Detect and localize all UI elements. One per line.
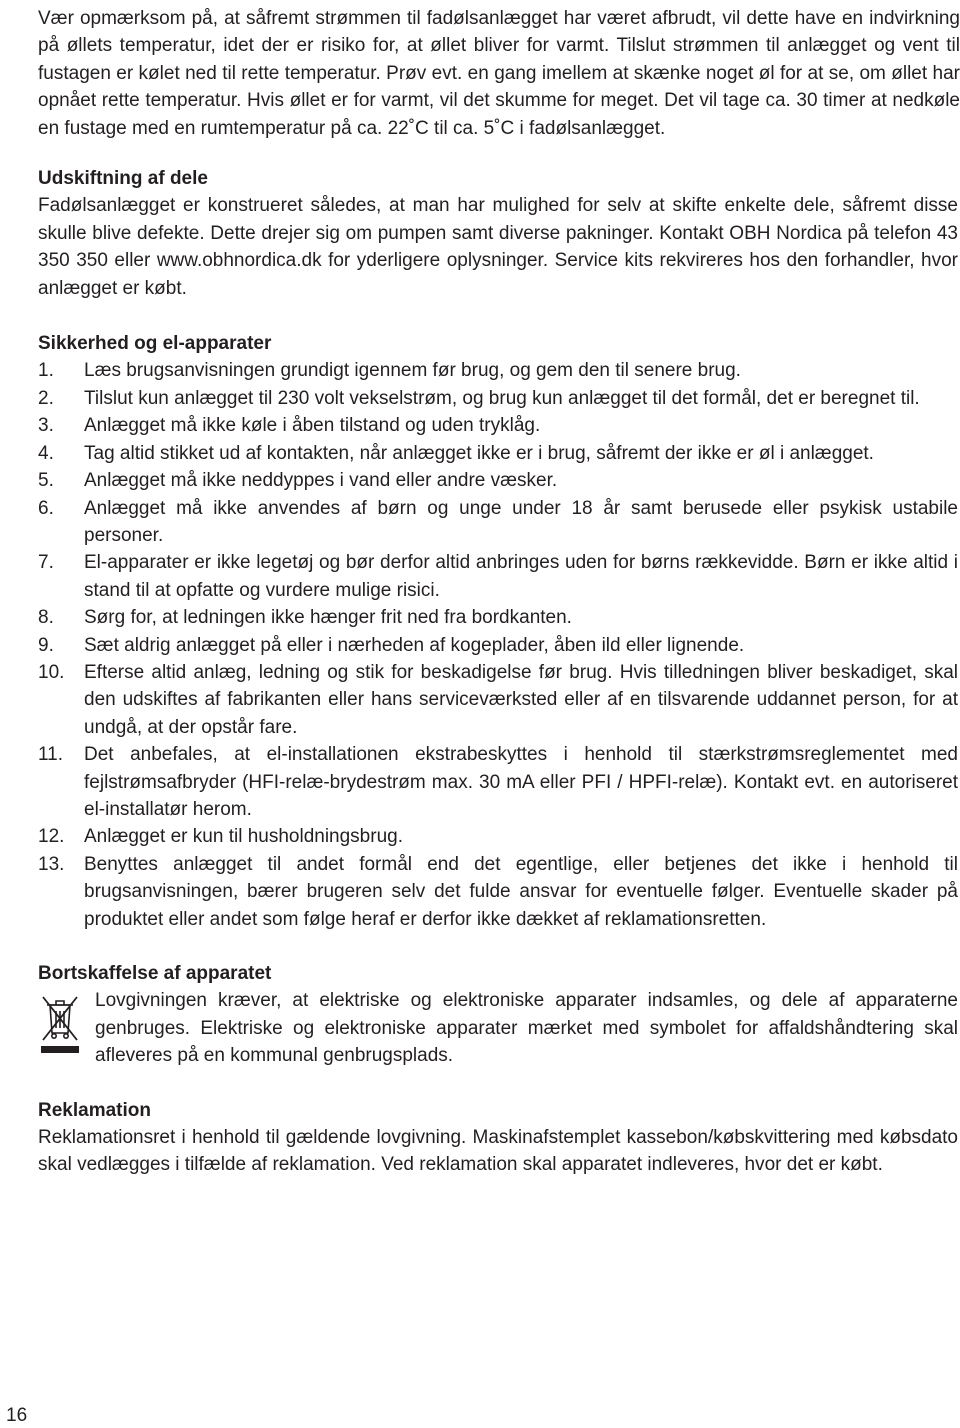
disposal-heading: Bortskaffelse af apparatet bbox=[38, 963, 272, 984]
list-item-number: 9. bbox=[38, 634, 54, 656]
safety-list-item bbox=[38, 604, 958, 631]
list-item-text: Benyttes anlægget til andet formål end det egentlige, eller betjenes det ikke i henhold til brugsanvisningen, bærer brugeren selv det fulde ansvar for eventuelle følger. Eventuelle skader på produktet eller andet som følge heraf er derfor ikke dækket af reklamationsretten. bbox=[84, 853, 958, 930]
complaint-heading: Reklamation bbox=[38, 1099, 151, 1121]
list-item-text: Læs brugsanvisningen grundigt igennem før brug, og gem den til senere brug. bbox=[84, 360, 741, 382]
list-item-text: Sørg for, at ledningen ikke hænger frit ned fra bordkanten. bbox=[84, 607, 572, 629]
disposal-section bbox=[38, 987, 958, 1069]
safety-list-item bbox=[38, 632, 958, 659]
list-item-text: Tag altid stikket ud af kontakten, når anlægget ikke er i brug, såfremt der ikke er øl i anlægget. bbox=[84, 442, 874, 464]
safety-heading: Sikkerhed og el-apparater bbox=[38, 333, 272, 355]
list-item-number: 12. bbox=[38, 826, 65, 848]
safety-list-item bbox=[38, 659, 958, 741]
list-item-number: 7. bbox=[38, 552, 54, 574]
list-item-number: 13. bbox=[38, 853, 65, 875]
safety-list-item bbox=[38, 412, 958, 439]
safety-list-item bbox=[38, 549, 958, 604]
list-item-text: Anlægget må ikke neddyppes i vand eller andre væsker. bbox=[84, 470, 558, 492]
replacement-heading: Udskiftning af dele bbox=[38, 168, 208, 190]
list-item-number: 5. bbox=[38, 470, 54, 492]
safety-list-item bbox=[38, 851, 958, 933]
list-item-text: Sæt aldrig anlægget på eller i nærheden af kogeplader, åben ild eller lignende. bbox=[84, 634, 745, 656]
complaint-paragraph: Reklamationsret i henhold til gældende lovgivning. Maskinafstemplet kassebon/købskvittering med købsdato skal vedlægges i tilfælde af reklamation. Ved reklamation skal apparatet indleveres, hvor det er købt. bbox=[38, 1127, 958, 1176]
replacement-paragraph: Fadølsanlægget er konstrueret således, at man har mulighed for selv at skifte enkelte dele, såfremt disse skulle blive defekte. Dette drejer sig om pumpen samt diverse pakninger. Kontakt OBH Nordica på telefon 43 350 350 eller www.obhnordica.dk for yderligere oplysninger. Service kits rekvireres hos den forhandler, hvor anlægget er købt. bbox=[38, 195, 958, 299]
list-item-number: 4. bbox=[38, 442, 54, 464]
safety-list bbox=[38, 357, 958, 933]
list-item-number: 10. bbox=[38, 661, 65, 683]
safety-list-item bbox=[38, 357, 958, 384]
safety-list-item bbox=[38, 823, 958, 850]
list-item-number: 6. bbox=[38, 497, 54, 519]
intro-paragraph: Vær opmærksom på, at såfremt strømmen til fadølsanlægget har været afbrudt, vil dette have en indvirkning på øllets temperatur, idet der er risiko for, at øllet bliver for varmt. Tilslut strømmen til anlægget og vent til fustagen er kølet ned til rette temperatur. Prøv evt. en gang imellem at skænke noget øl for at se, om øllet har opnået rette temperatur. Hvis øllet er for varmt, vil det skumme for meget. Det vil tage ca. 30 timer at nedkøle en fustage med en rumtemperatur på ca. 22˚C til ca. 5˚C i fadølsanlægget. bbox=[38, 8, 960, 139]
page-number: 16 bbox=[6, 1405, 28, 1426]
disposal-paragraph: Lovgivningen kræver, at elektriske og elektroniske apparater indsamles, og dele af apparaterne genbruges. Elektriske og elektroniske apparater mærket med symbolet for affaldshåndtering skal afleveres på en kommunal genbrugsplads. bbox=[95, 990, 958, 1067]
list-item-text: Efterse altid anlæg, ledning og stik for beskadigelse før brug. Hvis tilledningen bliver beskadiget, skal den udskiftes af fabrikanten eller hans serviceværksted eller af en tilsvarende uddannet person, for at undgå, at der opstår fare. bbox=[84, 661, 958, 738]
list-item-text: El-apparater er ikke legetøj og bør derfor altid anbringes uden for børns rækkevidde. Børn er ikke altid i stand til at opfatte og vurdere mulige risici. bbox=[84, 552, 958, 601]
list-item-text: Anlægget må ikke køle i åben tilstand og uden tryklåg. bbox=[84, 415, 541, 437]
list-item-text: Anlægget er kun til husholdningsbrug. bbox=[84, 826, 403, 848]
list-item-text: Tilslut kun anlægget til 230 volt vekselstrøm, og brug kun anlægget til det formål, det er beregnet til. bbox=[84, 387, 920, 409]
list-item-number: 2. bbox=[38, 387, 54, 409]
safety-list-item bbox=[38, 440, 958, 467]
document-page bbox=[38, 5, 958, 1179]
safety-list-item bbox=[38, 385, 958, 412]
safety-list-item bbox=[38, 741, 958, 823]
list-item-text: Det anbefales, at el-installationen ekstrabeskyttes i henhold til stærkstrømsreglementet med fejlstrømsafbryder (HFI-relæ-brydestrøm max. 30 mA eller PFI / HPFI-relæ). Kontakt evt. en autoriseret el-installatør herom. bbox=[84, 744, 958, 820]
weee-crossed-bin-icon bbox=[38, 987, 95, 1069]
list-item-number: 11. bbox=[38, 744, 64, 766]
list-item-number: 1. bbox=[38, 360, 54, 382]
safety-list-item bbox=[38, 467, 958, 494]
list-item-number: 8. bbox=[38, 607, 54, 629]
list-item-text: Anlægget må ikke anvendes af børn og unge under 18 år samt berusede eller psykisk ustabile personer. bbox=[84, 497, 958, 546]
safety-list-item bbox=[38, 495, 958, 550]
list-item-number: 3. bbox=[38, 415, 54, 437]
